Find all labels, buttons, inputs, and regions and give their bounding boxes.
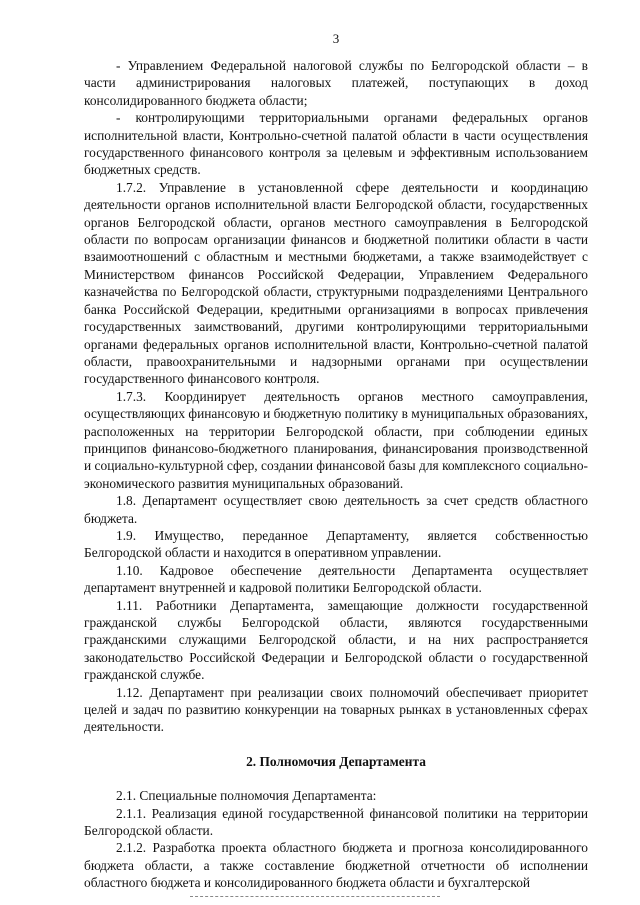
page-number: 3 (332, 31, 340, 46)
paragraph-1-10: 1.10. Кадровое обеспечение деятельности Департамента осуществляет департамент внутренней и кадровой политики Белгородской области. (84, 562, 588, 596)
paragraph-control-bodies: - контролирующими территориальными органами федеральных органов исполнительной власти, Контрольно-счетной палатой области в части осуществления государственного финансового контроля за целевым и эффективным использованием бюджетных средств. (84, 110, 588, 178)
section-heading: 2. Полномочия Департамента (246, 753, 426, 769)
paragraph-1-7-2: 1.7.2. Управление в установленной сфере деятельности и координацию деятельности органов исполнительной власти Белгородской области, государственных органов Белгородской области, органов местного самоуправления в Белгородской области по вопросам организации финансов и бюджетной политики области в части взаимоотношений с областным и местными бюджетами, а также взаимодействует с Министерством финансов Российской Федерации, Управлением Федерального казначейства по Белгородской области, структурными подразделениями Центрального банка Российской Федерации, кредитными организациями в вопросах привлечения государственных заимствований, другими контролирующими территориальными органами федеральных органов исполнительной власти, Контрольно-счетной палатой области, правоохранительными и надзорными органами при осуществлении государственного финансового контроля. (84, 179, 588, 387)
paragraph-tax-service: - Управлением Федеральной налоговой службы по Белгородской области – в части администрирования налоговых платежей, поступающих в доход консолидированного бюджета области; (84, 58, 588, 108)
footer-divider (190, 896, 440, 897)
paragraph-2-1-2: 2.1.2. Разработка проекта областного бюджета и прогноза консолидированного бюджета области, а также составление бюджетной отчетности об исполнении областного бюджета и консолидированного бюджета области и бухгалтерской (84, 840, 588, 891)
paragraph-1-11: 1.11. Работники Департамента, замещающие должности государственной гражданской службы Белгородской области, являются государственными гражданскими служащими Белгородской области, и на них распространяется законодательство Российской Федерации и Белгородской области о государственной гражданской службе. (84, 597, 588, 683)
paragraph-1-8: 1.8. Департамент осуществляет свою деятельность за счет средств областного бюджета. (84, 493, 588, 526)
document-body (84, 57, 588, 892)
paragraph-2-1-1: 2.1.1. Реализация единой государственной финансовой политики на территории Белгородской области. (84, 805, 588, 839)
paragraph-1-9: 1.9. Имущество, переданное Департаменту, является собственностью Белгородской области и находится в оперативном управлении. (84, 527, 588, 561)
paragraph-1-12: 1.12. Департамент при реализации своих полномочий обеспечивает приоритет целей и задач по развитию конкуренции на товарных рынках в установленных сферах деятельности. (84, 684, 588, 735)
paragraph-1-7-3: 1.7.3. Координирует деятельность органов местного самоуправления, осуществляющих финансовую и бюджетную политику в муниципальных образованиях, расположенных на территории Белгородской области, при соблюдении единых принципов финансово-бюджетного планирования, финансирования производственной и социально-культурной сфер, создании финансовой базы для комплексного социально-экономического развития муниципальных образований. (84, 388, 588, 491)
paragraph-2-1: 2.1. Специальные полномочия Департамента: (116, 788, 377, 804)
